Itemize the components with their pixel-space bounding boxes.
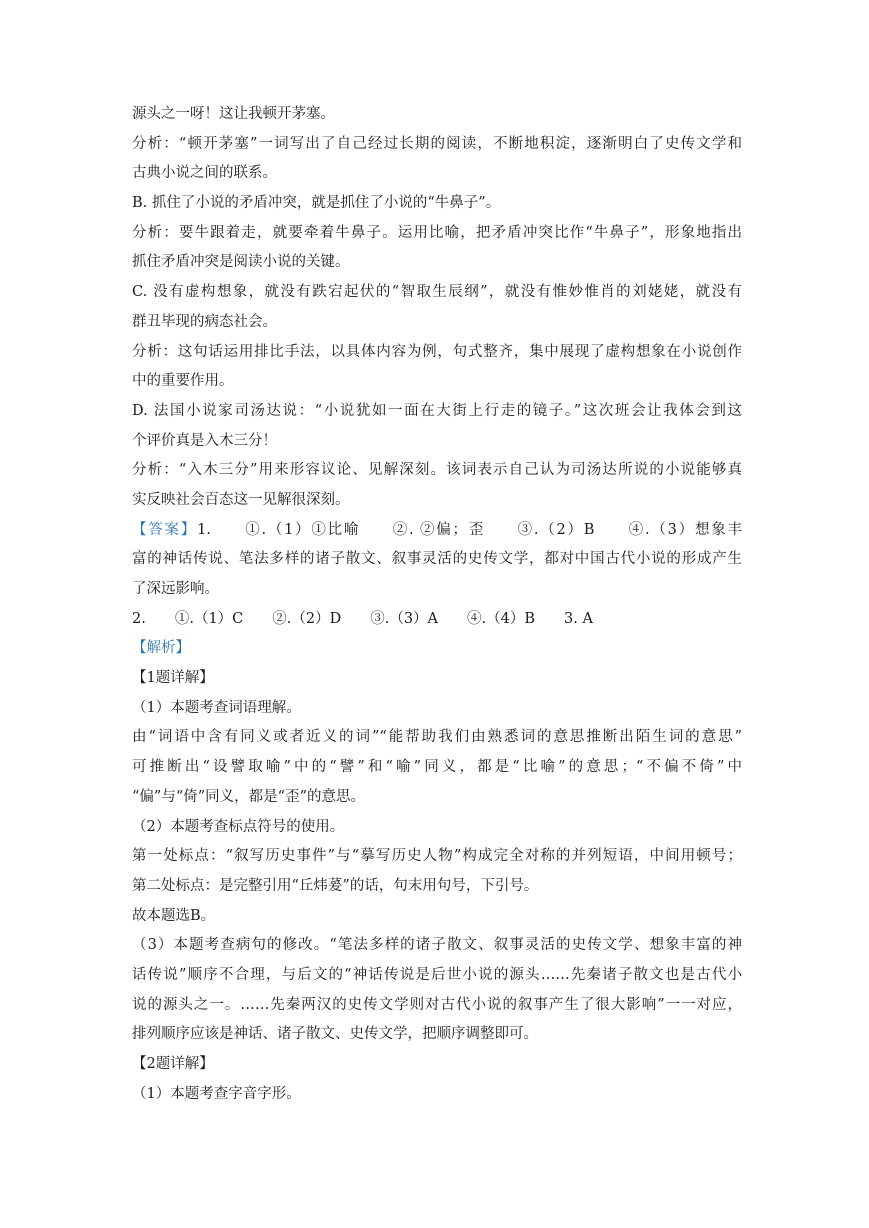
text-line	[132, 308, 742, 338]
line-text: 中的重要作用。	[132, 373, 234, 390]
text-line	[132, 842, 742, 872]
text-line	[132, 753, 742, 783]
text-line	[132, 872, 742, 902]
line-text: 了深远影响。	[132, 581, 219, 597]
text-line	[132, 991, 742, 1021]
text-line	[132, 902, 742, 932]
text-line	[132, 783, 742, 813]
line-text: （1）本题考查词语理解。	[132, 699, 301, 716]
text-line	[132, 1050, 742, 1080]
text-line	[132, 723, 742, 753]
text-line	[132, 486, 742, 516]
text-line	[132, 427, 742, 457]
line-text: 说的源头之一。……先秦两汉的史传文学则对古代小说的叙事产生了很大影响”一一对应，	[132, 996, 742, 1013]
line-text: 【2题详解】	[132, 1056, 214, 1072]
text-line	[132, 545, 742, 575]
line-text: 排列顺序应该是神话、诸子散文、史传文学，把顺序调整即可。	[132, 1026, 538, 1043]
text-line	[132, 694, 742, 724]
text-line	[132, 961, 742, 991]
line-text: 由“词语中含有同义或者近义的词”“能帮助我们由熟悉词的意思推断出陌生词的意思”	[132, 729, 742, 746]
line-text: 群丑毕现的病态社会。	[132, 313, 277, 330]
line-text: （3）本题考查病句的修改。“笔法多样的诸子散文、叙事灵活的史传文学、想象丰富的神	[132, 937, 742, 954]
text-line	[132, 338, 742, 368]
text-line	[132, 219, 742, 249]
line-text: 1. ①.（1）①比喻 ②. ②偏；歪 ③.（2）B ④.（3）想象丰	[197, 521, 742, 538]
line-text: 源头之一呀！这让我顿开茅塞。	[132, 106, 335, 122]
line-text: 分析：要牛跟着走，就要牵着牛鼻子。运用比喻，把矛盾冲突比作“牛鼻子”，形象地指出	[132, 224, 742, 241]
section-label: 【解析】	[132, 640, 190, 657]
line-text: 实反映社会百态这一见解很深刻。	[132, 491, 350, 508]
line-text: B. 抓住了小说的矛盾冲突，就是抓住了小说的“牛鼻子”。	[132, 195, 501, 212]
text-line	[132, 397, 742, 427]
line-text: 可推断出“设譬取喻”中的“譬”和“喻”同义，都是“比喻”的意思；“不偏不倚”中	[132, 759, 742, 776]
line-text: 抓住矛盾冲突是阅读小说的关键。	[132, 254, 350, 271]
line-text: 分析：这句话运用排比手法，以具体内容为例，句式整齐，集中展现了虚构想象在小说创作	[132, 343, 742, 360]
line-text: （1）本题考查字音字形。	[132, 1085, 301, 1102]
text-line	[132, 575, 742, 605]
text-line	[132, 931, 742, 961]
line-text: 个评价真是入木三分！	[132, 432, 277, 449]
document-page	[132, 100, 742, 1109]
text-line	[132, 813, 742, 843]
text-line	[132, 1020, 742, 1050]
line-text: D. 法国小说家司汤达说：“小说犹如一面在大街上行走的镜子。”这次班会让我体会到这	[132, 402, 742, 419]
text-line	[132, 248, 742, 278]
line-text: 【1题详解】	[132, 670, 214, 687]
line-text: 第一处标点：“叙写历史事件”与“摹写历史人物”构成完全对称的并列短语，中间用顿号；	[132, 848, 742, 865]
line-text: 分析：“顿开茅塞”一词写出了自己经过长期的阅读，不断地积淀，逐渐明白了史传文学和	[132, 135, 742, 152]
text-line	[132, 664, 742, 694]
text-line	[132, 634, 742, 664]
line-text: 第二处标点：是完整引用“丘炜萲”的话，句末用句号，下引号。	[132, 877, 539, 894]
text-line	[132, 189, 742, 219]
text-line	[132, 130, 742, 160]
text-line	[132, 516, 742, 546]
line-text: “偏”与“倚”同义，都是“歪”的意思。	[132, 788, 365, 805]
section-label: 【答案】	[132, 521, 198, 538]
line-text: （2）本题考查标点符号的使用。	[132, 818, 345, 835]
line-text: 富的神话传说、笔法多样的诸子散文、叙事灵活的史传文学，都对中国古代小说的形成产生	[132, 551, 742, 568]
line-text: 故本题选B。	[132, 907, 216, 924]
line-text: 2. ①.（1）C ②.（2）D ③.（3）A ④.（4）B 3. A	[132, 610, 593, 627]
text-line	[132, 367, 742, 397]
text-line	[132, 1080, 742, 1110]
line-text: 话传说”顺序不合理，与后文的“神话传说是后世小说的源头……先秦诸子散文也是古代小	[132, 966, 742, 983]
text-line	[132, 605, 742, 635]
text-line	[132, 456, 742, 486]
text-line	[132, 159, 742, 189]
line-text: 古典小说之间的联系。	[132, 165, 277, 182]
text-line	[132, 100, 742, 130]
line-text: C. 没有虚构想象，就没有跌宕起伏的“智取生辰纲”，就没有惟妙惟肖的刘姥姥，就没有	[132, 284, 742, 301]
line-text: 分析：“入木三分”用来形容议论、见解深刻。该词表示自己认为司汤达所说的小说能够真	[132, 462, 742, 479]
text-line	[132, 278, 742, 308]
